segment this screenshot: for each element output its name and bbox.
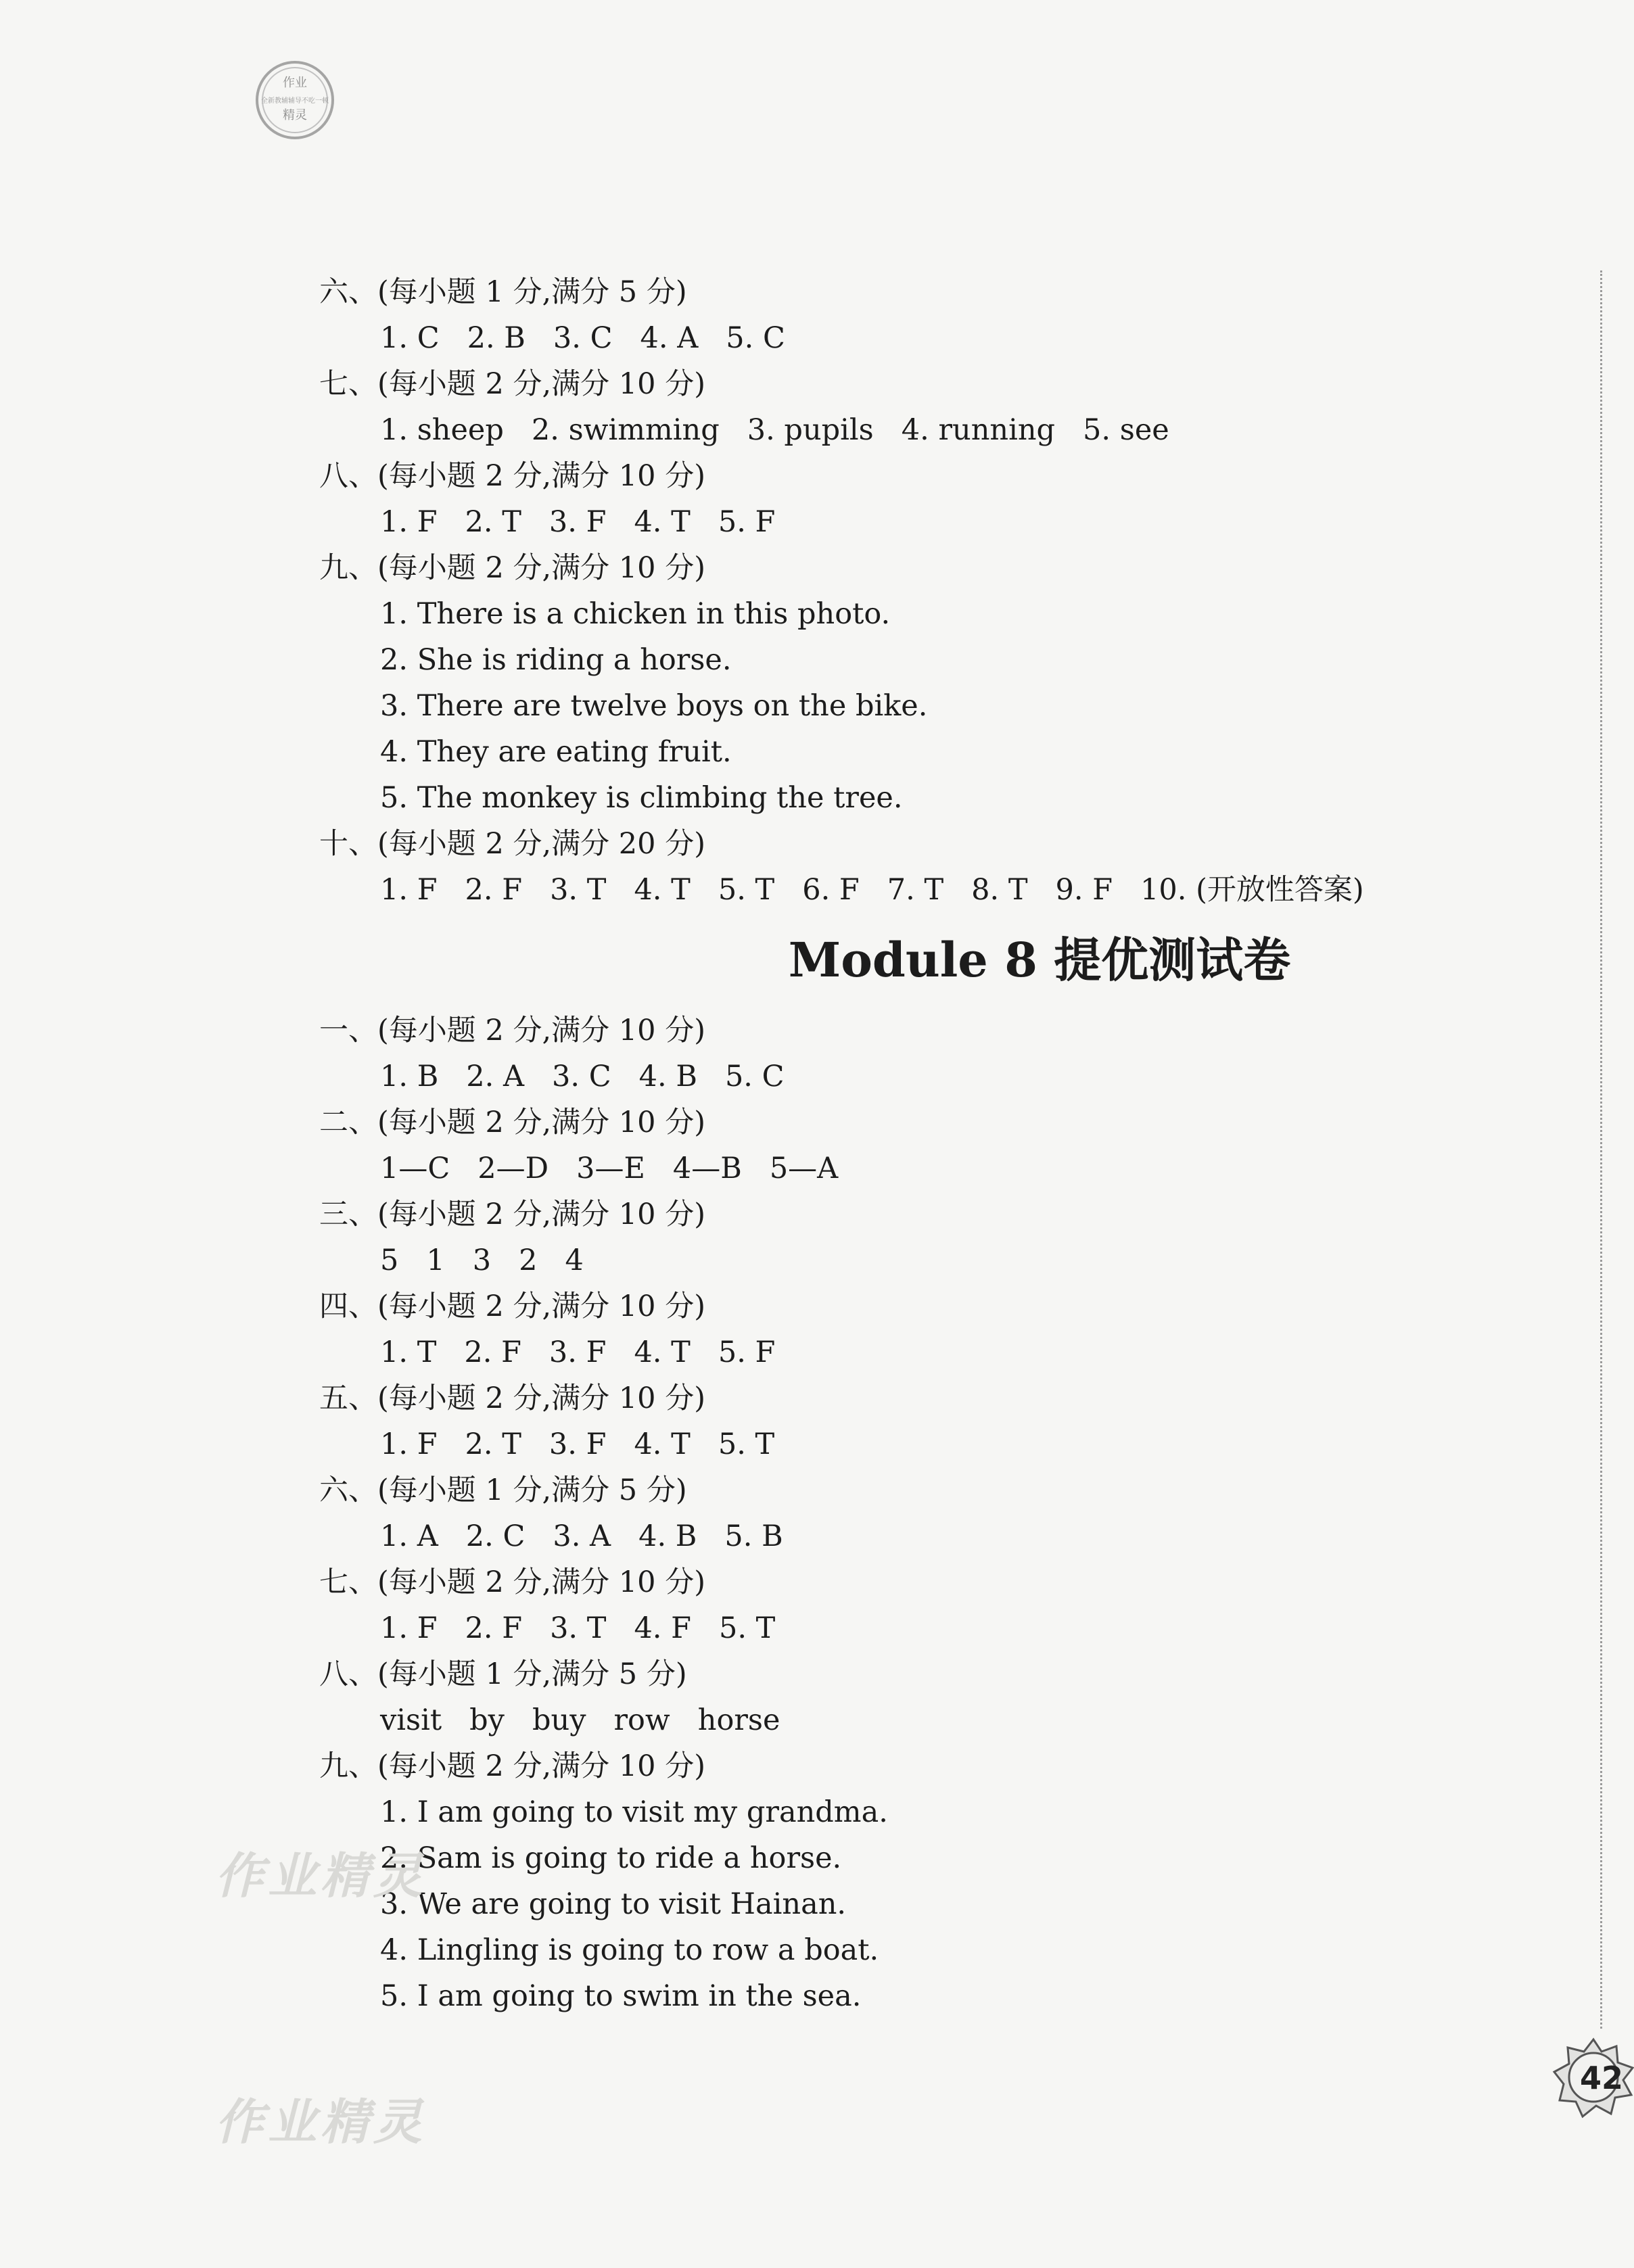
logo-text-bottom: 精灵 xyxy=(283,108,307,122)
question-heading: 五、(每小题 2 分,满分 10 分) xyxy=(319,1381,705,1415)
answer-line: 2. She is riding a horse. xyxy=(380,643,732,677)
answer-line: 5. I am going to swim in the sea. xyxy=(380,1979,862,2013)
watermark-text: 作业精灵 xyxy=(215,2094,427,2150)
module-title: Module 8 提优测试卷 xyxy=(788,932,1291,988)
answer-line: 5 1 3 2 4 xyxy=(380,1244,584,1277)
question-heading: 一、(每小题 2 分,满分 10 分) xyxy=(319,1014,705,1047)
question-heading: 七、(每小题 2 分,满分 10 分) xyxy=(319,367,705,401)
answer-line: visit by buy row horse xyxy=(380,1703,780,1737)
question-heading: 二、(每小题 2 分,满分 10 分) xyxy=(319,1106,705,1139)
answer-line: 1. F 2. F 3. T 4. T 5. T 6. F 7. T 8. T 9. F 10. (开放性答案) xyxy=(380,873,1364,907)
answer-line: 1. B 2. A 3. C 4. B 5. C xyxy=(380,1060,785,1093)
question-heading: 六、(每小题 1 分,满分 5 分) xyxy=(319,275,687,309)
answer-line: 1. sheep 2. swimming 3. pupils 4. running 5. see xyxy=(380,413,1169,447)
answer-line: 1—C 2—D 3—E 4—B 5—A xyxy=(380,1152,839,1185)
answer-line: 1. F 2. T 3. F 4. T 5. T xyxy=(380,1427,775,1461)
answer-line: 3. There are twelve boys on the bike. xyxy=(380,689,928,723)
answer-line: 5. The monkey is climbing the tree. xyxy=(380,781,903,815)
answer-line: 3. We are going to visit Hainan. xyxy=(380,1887,847,1921)
answers-section-module-8 xyxy=(319,1008,1577,2019)
answer-content xyxy=(319,269,1577,2019)
answer-line: 1. T 2. F 3. F 4. T 5. F xyxy=(380,1336,776,1369)
answer-line: 1. F 2. F 3. T 4. F 5. T xyxy=(380,1611,776,1645)
answer-line: 1. A 2. C 3. A 4. B 5. B xyxy=(380,1519,783,1553)
logo-text-top: 作业 xyxy=(283,76,307,90)
binding-dotted-rule xyxy=(1600,270,1602,2029)
answer-line: 4. They are eating fruit. xyxy=(380,735,732,769)
question-heading: 三、(每小题 2 分,满分 10 分) xyxy=(319,1198,705,1231)
answer-line: 2. Sam is going to ride a horse. xyxy=(380,1841,842,1875)
question-heading: 四、(每小题 2 分,满分 10 分) xyxy=(319,1290,705,1323)
publisher-stamp-logo xyxy=(252,57,338,143)
answers-section-previous xyxy=(319,269,1577,913)
question-heading: 八、(每小题 1 分,满分 5 分) xyxy=(319,1657,687,1691)
watermark-text: 作业精灵 xyxy=(215,1847,427,1904)
answer-line: 1. There is a chicken in this photo. xyxy=(380,597,891,631)
question-heading: 九、(每小题 2 分,满分 10 分) xyxy=(319,551,705,585)
answer-line: 4. Lingling is going to row a boat. xyxy=(380,1933,879,1967)
answer-line: 1. F 2. T 3. F 4. T 5. F xyxy=(380,505,776,539)
question-heading: 八、(每小题 2 分,满分 10 分) xyxy=(319,459,705,493)
logo-text-mid: 全新教辅辅导不吃一顿 xyxy=(261,97,329,105)
answer-line: 1. I am going to visit my grandma. xyxy=(380,1795,888,1829)
page-number: 42 xyxy=(1580,2060,1624,2096)
question-heading: 十、(每小题 2 分,满分 20 分) xyxy=(319,827,705,861)
question-heading: 七、(每小题 2 分,满分 10 分) xyxy=(319,1565,705,1599)
question-heading: 九、(每小题 2 分,满分 10 分) xyxy=(319,1749,705,1783)
answer-line: 1. C 2. B 3. C 4. A 5. C xyxy=(380,321,785,355)
question-heading: 六、(每小题 1 分,满分 5 分) xyxy=(319,1473,687,1507)
